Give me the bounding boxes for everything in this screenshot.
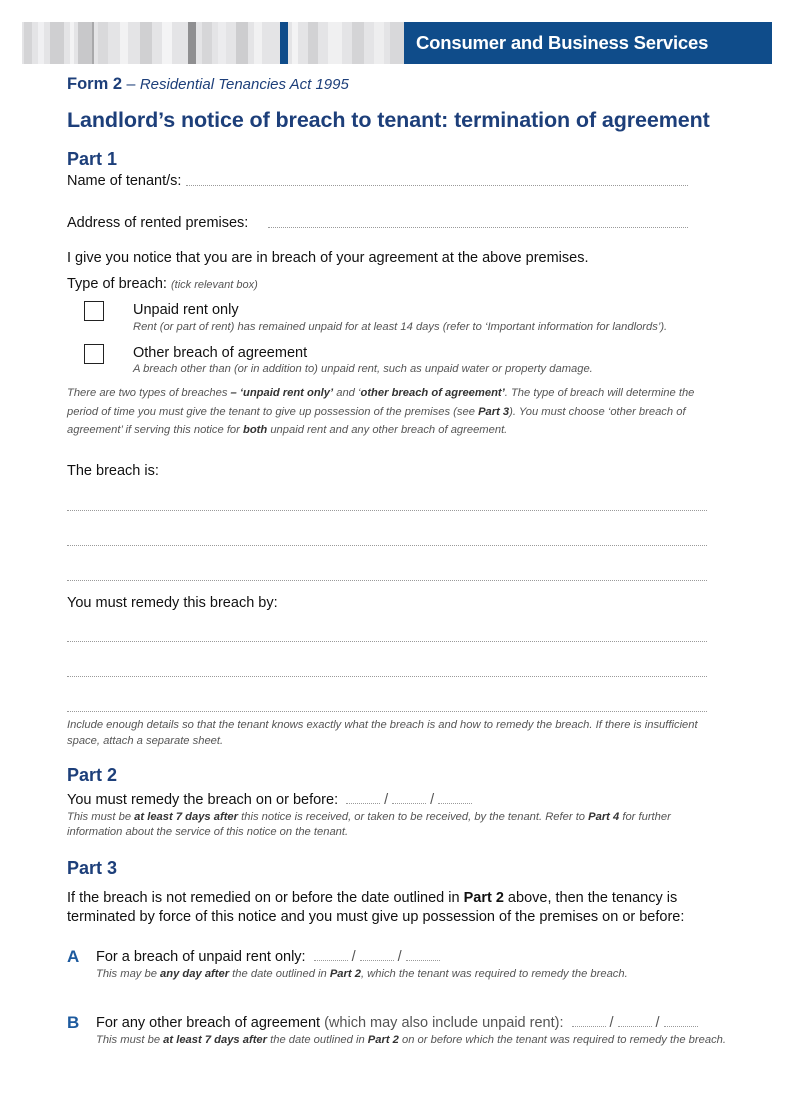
option-a-letter: A: [67, 947, 80, 966]
stripe: [236, 22, 248, 64]
act-name: Residential Tenancies Act 1995: [139, 76, 349, 93]
remedy-date-row: You must remedy the breach on or before: / /: [67, 792, 476, 808]
address-field[interactable]: [268, 227, 688, 228]
option-b-day[interactable]: [572, 1017, 606, 1027]
remedy-line-1[interactable]: [67, 641, 707, 642]
option-b-letter: B: [67, 1013, 80, 1032]
breach-notice-statement: I give you notice that you are in breach of your agreement at the above premises.: [67, 250, 589, 266]
stripe: [24, 22, 32, 64]
breach-type-label-row: [67, 276, 258, 295]
stripe: [98, 22, 108, 64]
option-a-note: This may be any day after the date outlined in Part 2, which the tenant was required to remedy the breach.: [96, 968, 628, 980]
part2-note: This must be at least 7 days after this notice is received, or taken to be received, by the tenant. Refer to Part 4 for further information about the service of this notice on the tenant.: [67, 811, 671, 838]
part3-intro: If the breach is not remedied on or before the date outlined in Part 2 above, then the tenancy is terminated by force of this notice and you must give up possession of the premises on or before:: [67, 890, 685, 925]
option-a-month[interactable]: [360, 951, 394, 961]
other-breach-label: Other breach of agreement: [133, 345, 308, 361]
stripe: [254, 22, 262, 64]
stripe: [390, 22, 404, 64]
breach-description-line-1[interactable]: [67, 510, 707, 511]
part1-heading: Part 1: [67, 149, 118, 169]
stripe: [218, 22, 226, 64]
stripe: [352, 22, 364, 64]
breach-types-note: There are two types of breaches – ‘unpaid rent only’ and ‘other breach of agreement’. The type of breach will determine the period of time you must give the tenant to give up possession of the premises (see Part 3). You must choose ‘other breach of agreement’ if serving this notice for both unpaid rent and any other breach of agreement.: [67, 387, 695, 436]
option-b-label-paren: (which may also include unpaid rent):: [320, 1015, 564, 1031]
address-label: Address of rented premises:: [67, 215, 249, 231]
breach-description-label: The breach is:: [67, 463, 159, 479]
breach-description-line-3[interactable]: [67, 580, 707, 581]
stripe: [38, 22, 44, 64]
option-a-day[interactable]: [314, 951, 348, 961]
stripe: [280, 22, 288, 64]
option-b-label: For any other breach of agreement: [96, 1015, 321, 1031]
remedy-date-year[interactable]: [438, 794, 472, 804]
header-banner: [22, 22, 772, 64]
details-note: Include enough details so that the tenant knows exactly what the breach is and how to remedy the breach. If there is insufficient space, attach a separate sheet.: [67, 719, 698, 747]
breach-type-label: Type of breach:: [67, 276, 167, 292]
breach-type-hint: (tick relevant box): [170, 279, 258, 291]
stripe: [120, 22, 128, 64]
stripe: [78, 22, 92, 64]
remedy-date-day[interactable]: [346, 794, 380, 804]
remedy-date-month[interactable]: [392, 794, 426, 804]
form-identifier: [67, 75, 349, 94]
remedy-line-3[interactable]: [67, 711, 707, 712]
page-title: Landlord’s notice of breach to tenant: termination of agreement: [67, 108, 710, 132]
option-a-label: For a breach of unpaid rent only:: [96, 949, 306, 965]
brand-name: Consumer and Business Services: [416, 32, 709, 53]
unpaid-rent-label: Unpaid rent only: [133, 302, 239, 318]
form-dash: –: [122, 76, 140, 93]
option-b-note: This must be at least 7 days after the date outlined in Part 2 on or before which the tenant was required to remedy the breach.: [96, 1034, 726, 1046]
stripe: [188, 22, 196, 64]
stripe: [50, 22, 64, 64]
stripe: [202, 22, 212, 64]
stripe: [70, 22, 74, 64]
tenant-name-label: Name of tenant/s:: [67, 173, 182, 189]
remedy-date-label: You must remedy the breach on or before:: [67, 792, 339, 808]
other-breach-note: A breach other than (or in addition to) unpaid rent, such as unpaid water or property damage.: [133, 363, 593, 375]
brand-box: [404, 22, 772, 64]
part3-heading: Part 3: [67, 858, 118, 878]
unpaid-rent-checkbox[interactable]: [84, 301, 104, 321]
option-a-row: For a breach of unpaid rent only: / /: [96, 949, 444, 965]
option-b-year[interactable]: [664, 1017, 698, 1027]
decorative-stripes: [22, 22, 404, 64]
option-b-row: For any other breach of agreement (which may also include unpaid rent): / /: [96, 1015, 702, 1031]
part2-heading: Part 2: [67, 765, 118, 785]
stripe: [92, 22, 94, 64]
stripe: [374, 22, 384, 64]
stripe: [140, 22, 152, 64]
tenant-name-field[interactable]: [186, 185, 688, 186]
form-number: Form 2: [67, 75, 123, 93]
stripe: [292, 22, 298, 64]
option-b-month[interactable]: [618, 1017, 652, 1027]
remedy-label: You must remedy this breach by:: [67, 595, 278, 611]
stripe: [328, 22, 342, 64]
breach-description-line-2[interactable]: [67, 545, 707, 546]
option-a-year[interactable]: [406, 951, 440, 961]
unpaid-rent-note: Rent (or part of rent) has remained unpaid for at least 14 days (refer to ‘Important information for landlords’).: [133, 321, 668, 333]
remedy-line-2[interactable]: [67, 676, 707, 677]
other-breach-checkbox[interactable]: [84, 344, 104, 364]
stripe: [162, 22, 172, 64]
stripe: [308, 22, 318, 64]
